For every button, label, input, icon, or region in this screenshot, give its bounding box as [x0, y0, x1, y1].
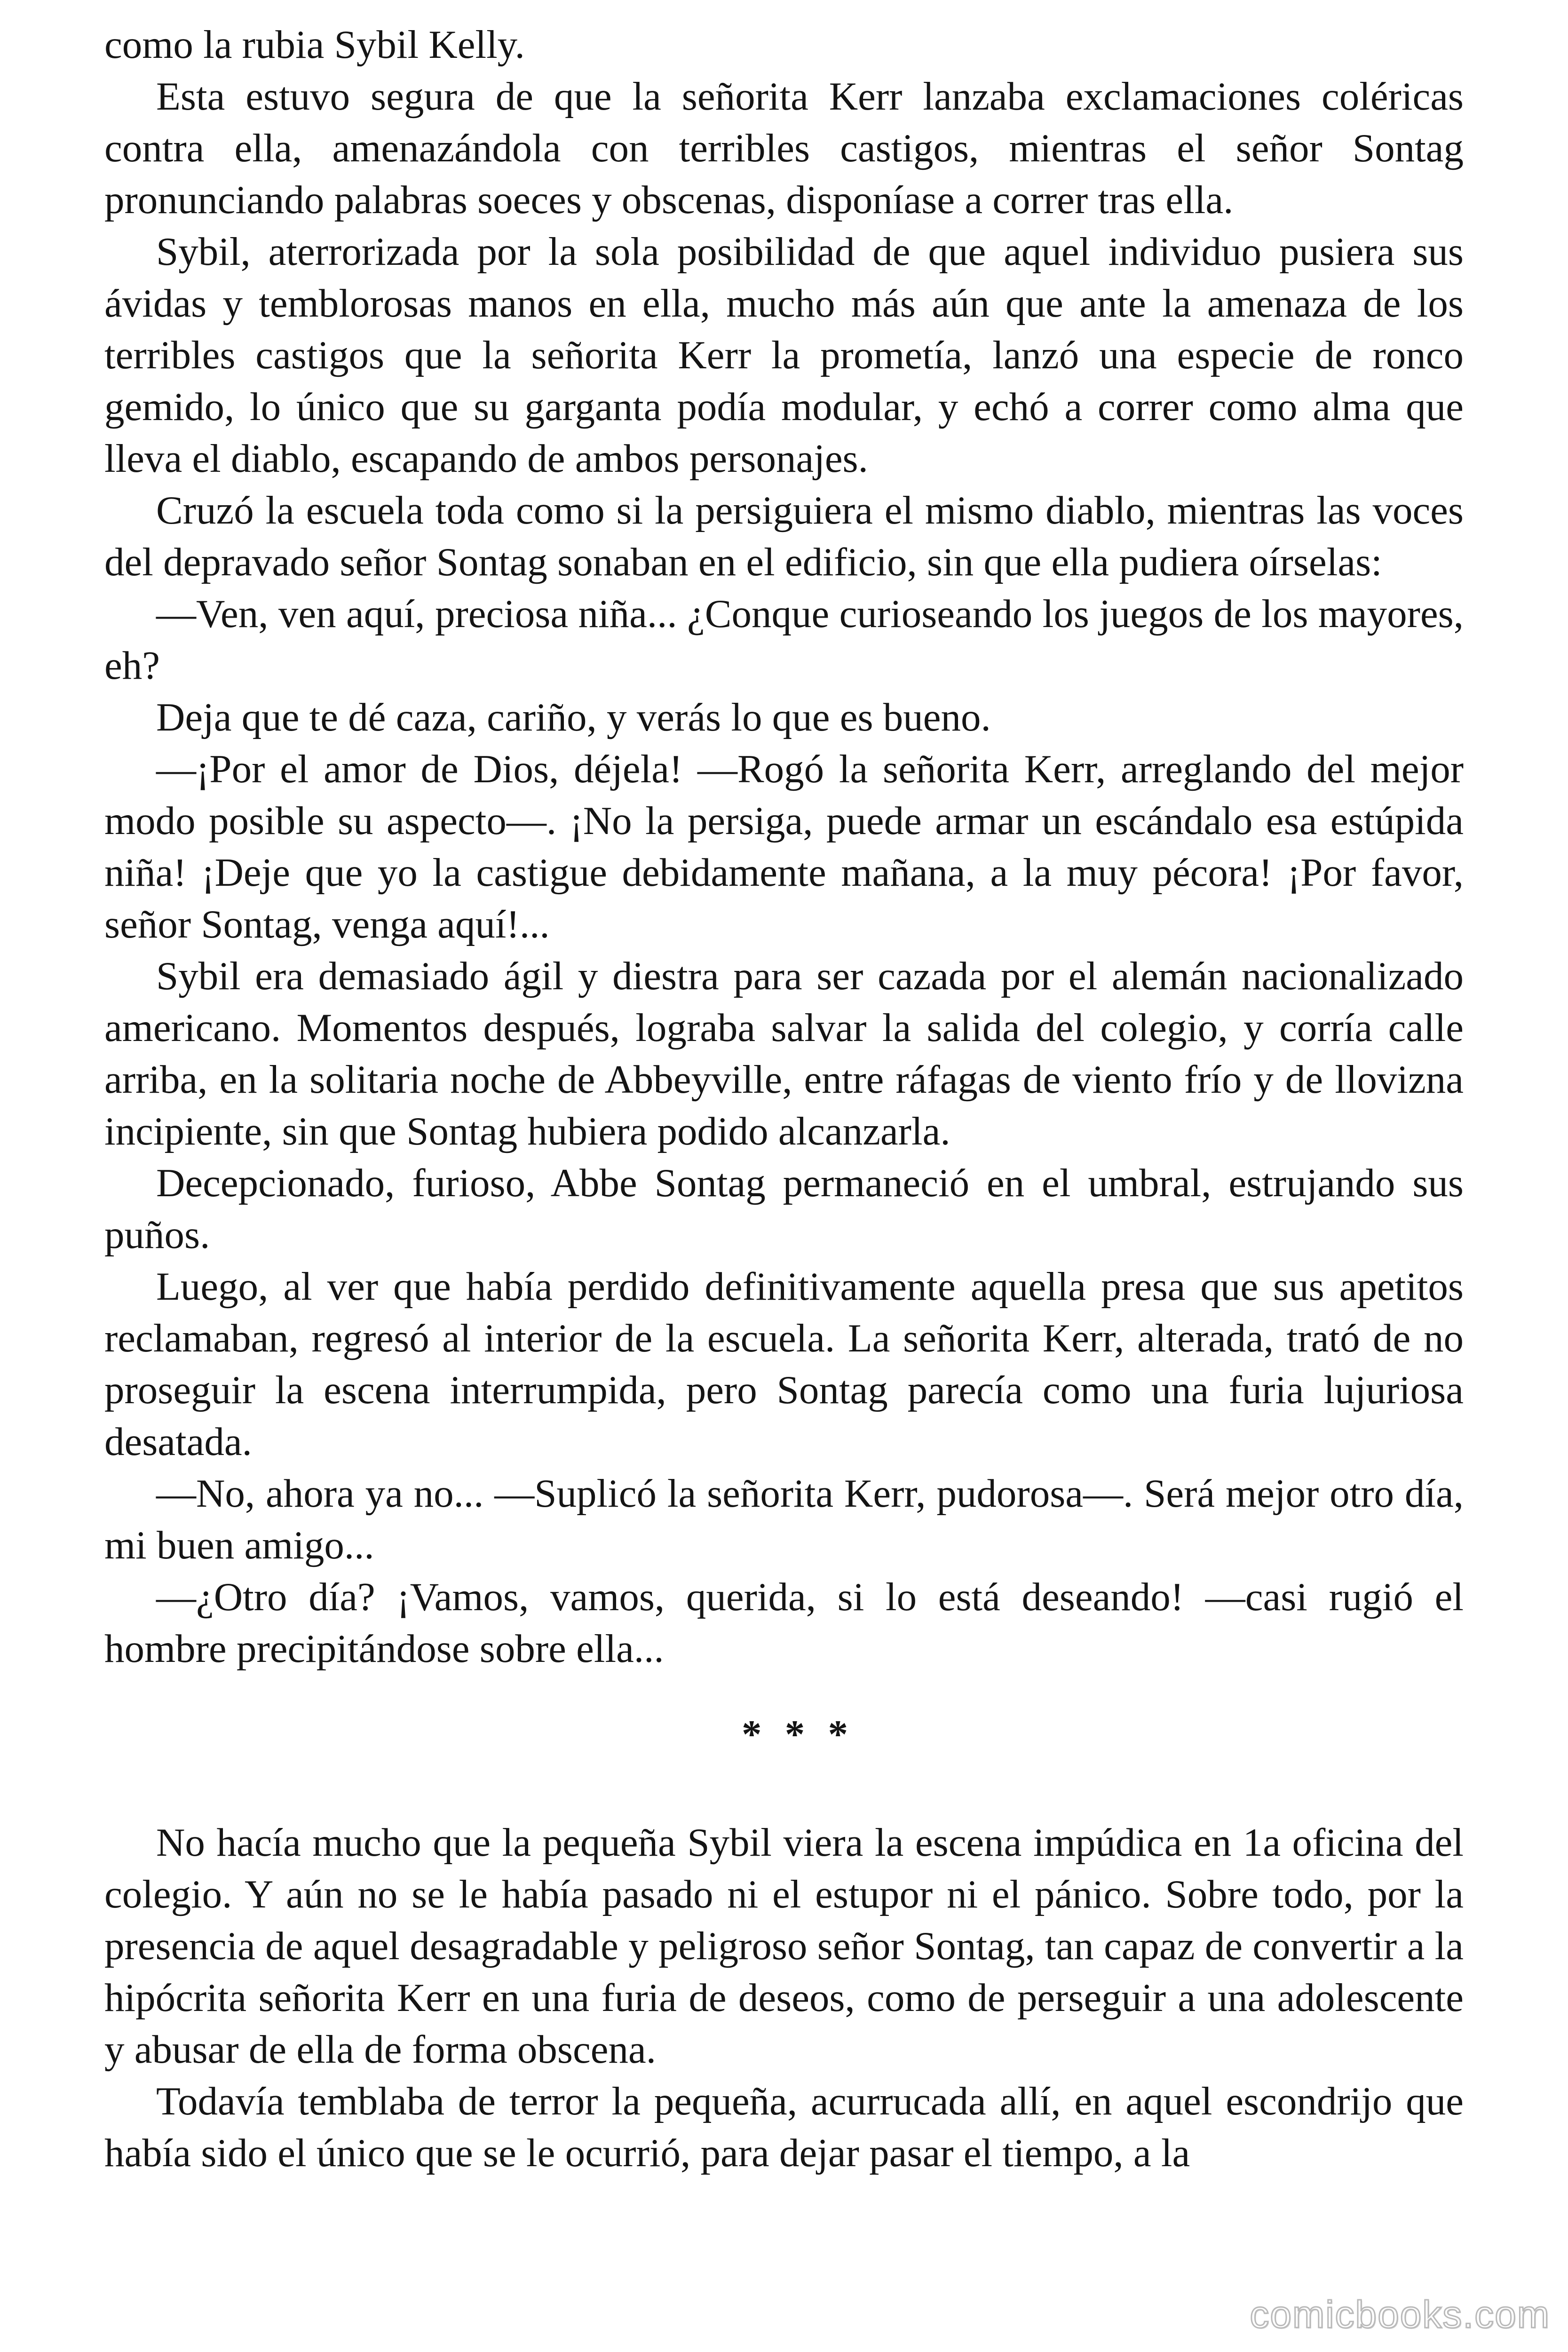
dialogue-paragraph: —Ven, ven aquí, preciosa niña... ¿Conque curioseando los juegos de los mayores, eh? — [104, 592, 1464, 688]
paragraph: Luego, al ver que había perdido definitivamente aquella presa que sus apetitos reclamaban, regresó al interior de la escuela. La señorita Kerr, alterada, trató de no proseguir la escena interrumpida, pero Sontag parecía como una furia lujuriosa desatada. — [104, 1264, 1464, 1464]
paragraph: Cruzó la escuela toda como si la persiguiera el mismo diablo, mientras las voces del depravado señor Sontag sonaban en el edificio, sin que ella pudiera oírselas: — [104, 488, 1464, 584]
paragraph: Sybil, aterrorizada por la sola posibilidad de que aquel individuo pusiera sus ávidas y temblorosas manos en ella, mucho más aún que ante la amenaza de los terribles castigos que la señorita Kerr la prometía, lanzó una especie de ronco gemido, lo único que su garganta podía modular, y echó a correr como alma que lleva el diablo, escapando de ambos personajes. — [104, 230, 1464, 481]
paragraph: Sybil era demasiado ágil y diestra para ser cazada por el alemán nacionalizado americano. Momentos después, lograba salvar la salida del colegio, y corría calle arriba, en la solitaria noche de Abbeyville, entre ráfagas de viento frío y de llovizna incipiente, sin que Sontag hubiera podido alcanzarla. — [104, 954, 1464, 1153]
dialogue-paragraph: —No, ahora ya no... —Suplicó la señorita Kerr, pudorosa—. Será mejor otro día, mi buen amigo... — [104, 1471, 1464, 1567]
paragraph: como la rubia Sybil Kelly. — [104, 23, 525, 67]
paragraph: Todavía temblaba de terror la pequeña, acurrucada allí, en aquel escondrijo que había sido el único que se le ocurrió, para dejar pasar el tiempo, a la — [104, 2079, 1464, 2175]
paragraph: Decepcionado, furioso, Abbe Sontag permaneció en el umbral, estrujando sus puños. — [104, 1161, 1464, 1257]
watermark-logo: comicbooks.com — [1250, 2293, 1550, 2336]
dialogue-paragraph: —¿Otro día? ¡Vamos, vamos, querida, si lo está deseando! —casi rugió el hombre precipitándose sobre ella... — [104, 1575, 1464, 1671]
paragraph: Esta estuvo segura de que la señorita Kerr lanzaba exclamaciones coléricas contra ella, amenazándola con terribles castigos, mientras el señor Sontag pronunciando palabras soeces y obscenas, disponíase a correr tras ella. — [104, 74, 1464, 222]
paragraph: Deja que te dé caza, cariño, y verás lo que es bueno. — [156, 695, 991, 739]
section-separator: * * * — [742, 1712, 855, 1756]
paragraph: No hacía mucho que la pequeña Sybil viera la escena impúdica en 1a oficina del colegio. Y aún no se le había pasado ni el estupor ni el pánico. Sobre todo, por la presencia de aquel desagradable y peligroso señor Sontag, tan capaz de convertir a la hipócrita señorita Kerr en una furia de deseos, como de perseguir a una adolescente y abusar de ella de forma obscena. — [104, 1820, 1464, 2072]
dialogue-paragraph: —¡Por el amor de Dios, déjela! —Rogó la señorita Kerr, arreglando del mejor modo posible su aspecto—. ¡No la persiga, puede armar un escándalo esa estúpida niña! ¡Deje que yo la castigue debidamente mañana, a la muy pécora! ¡Por favor, señor Sontag, venga aquí!... — [104, 747, 1464, 946]
book-page — [104, 19, 1464, 2179]
